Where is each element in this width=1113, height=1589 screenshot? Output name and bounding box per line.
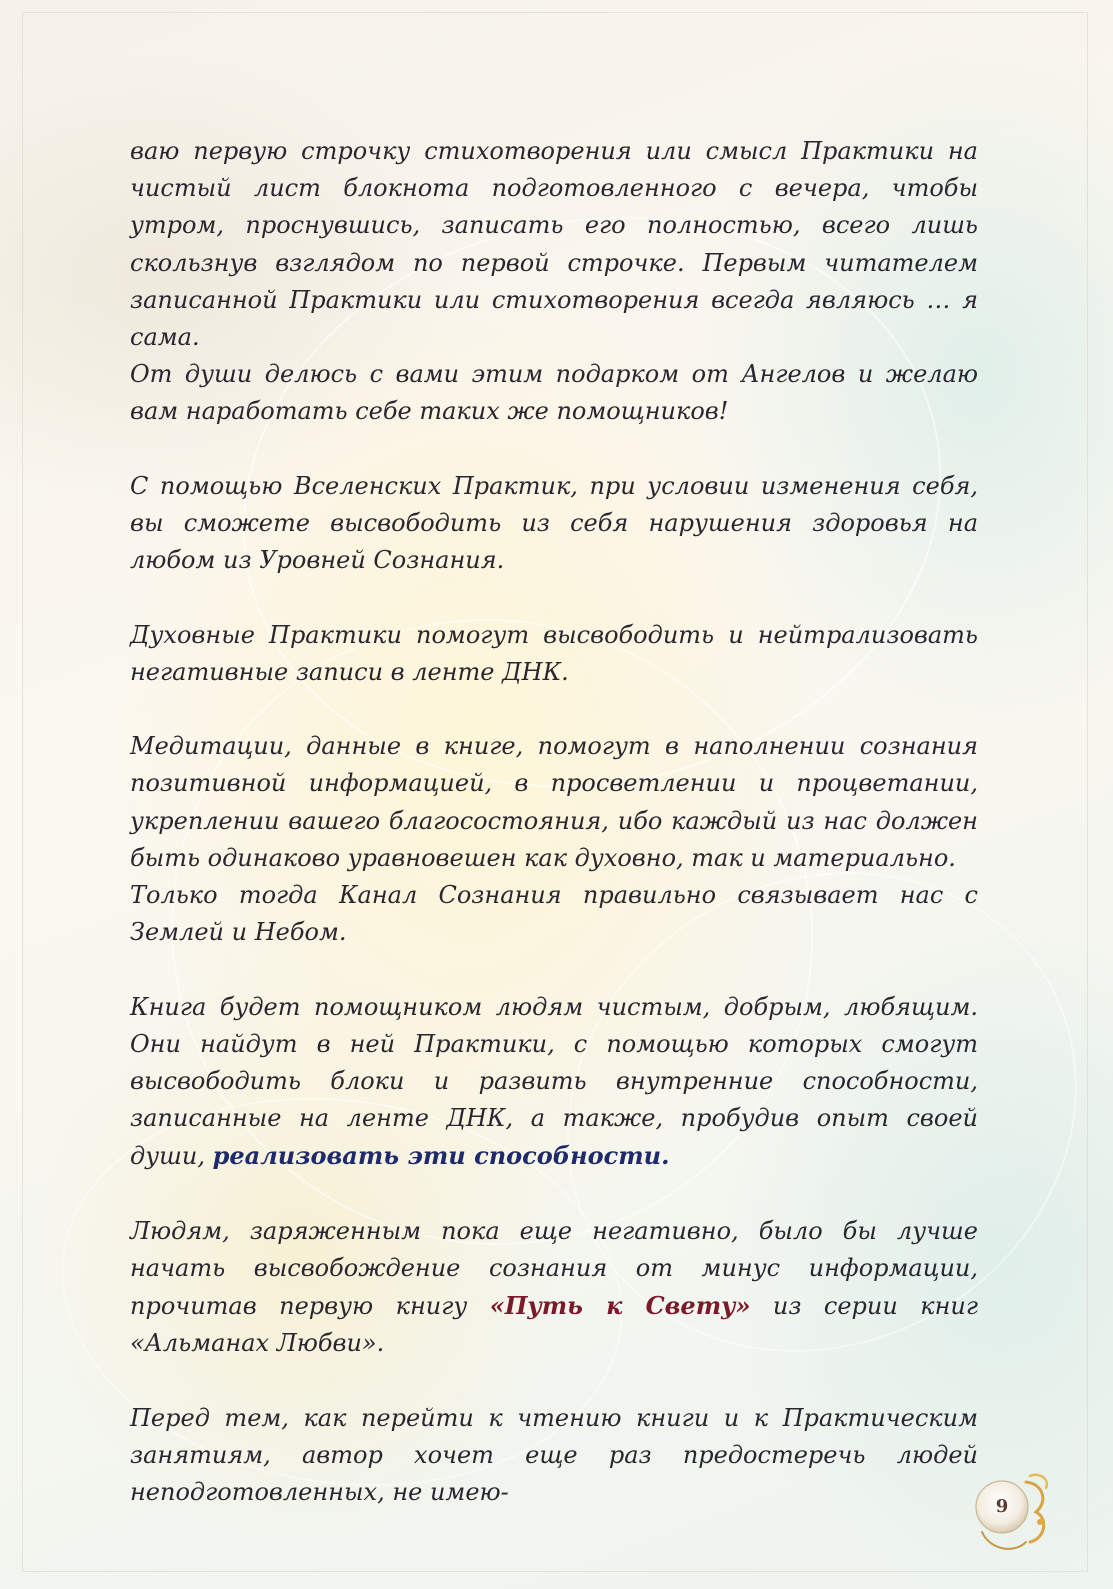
highlight-phrase: реализовать эти способности. [212,1141,670,1171]
paragraph-7 [130,989,978,1176]
book-title-highlight: «Путь к Свету» [489,1291,751,1321]
paragraph-4: Духовные Практики помогут высвободить и нейтрализовать негативные записи в ленте ДНК. [130,620,978,686]
paragraph-8-text-after: из серии книг «Альманах Любви». [130,1292,978,1358]
paragraph-gap [130,691,978,728]
paragraph-gap [130,579,978,616]
paragraph-3: С помощью Вселенских Практик, при условии изменения себя, вы сможете высвободить из себя нарушения здоровья на любом из Уровней Сознания. [130,471,978,575]
paragraph-8-text-before: Людям, заряженным пока еще негативно, было бы лучше начать высвобождение сознания от минус информации, прочитав первую книгу [130,1216,978,1321]
body-text [130,133,978,1511]
paragraph-gap [130,1176,978,1213]
paragraph-5: Медитации, данные в книге, помогут в наполнении сознания позитивной информацией, в просветлении и процветании, укреплении вашего благосостояния, ибо каждый из нас должен быть одинаково уравновешен как духовно, так и материально. [130,732,978,872]
paragraph-9: Перед тем, как перейти к чтению книги и к Практическим занятиям, автор хочет еще раз предостеречь людей неподготовленных, не имею- [130,1403,978,1507]
paragraph-2: От души делюсь с вами этим подарком от Ангелов и желаю вам наработать себе таких же помощников! [130,360,978,426]
paragraph-gap [130,951,978,988]
paragraph-gap [130,1363,978,1400]
paragraph-8 [130,1213,978,1363]
paragraph-gap [130,431,978,468]
paragraph-1: ваю первую строчку стихотворения или смысл Практики на чистый лист блокнота подготовленного с вечера, чтобы утром, проснувшись, записать его полностью, всего лишь скользнув взглядом по первой строчке. Первым читателем записанной Практики или стихотворения всегда являюсь … я сама. [130,137,978,352]
paragraph-7-text: Книга будет помощником людям чистым, добрым, любящим. Они найдут в ней Практики, с помощью которых смогут высвободить блоки и развить внутренние способности, записанные на ленте ДНК, а также, пробудив опыт своей души, [130,992,978,1171]
page-number: 9 [995,1496,1009,1517]
paragraph-6: Только тогда Канал Сознания правильно связывает нас с Землей и Небом. [130,881,978,947]
